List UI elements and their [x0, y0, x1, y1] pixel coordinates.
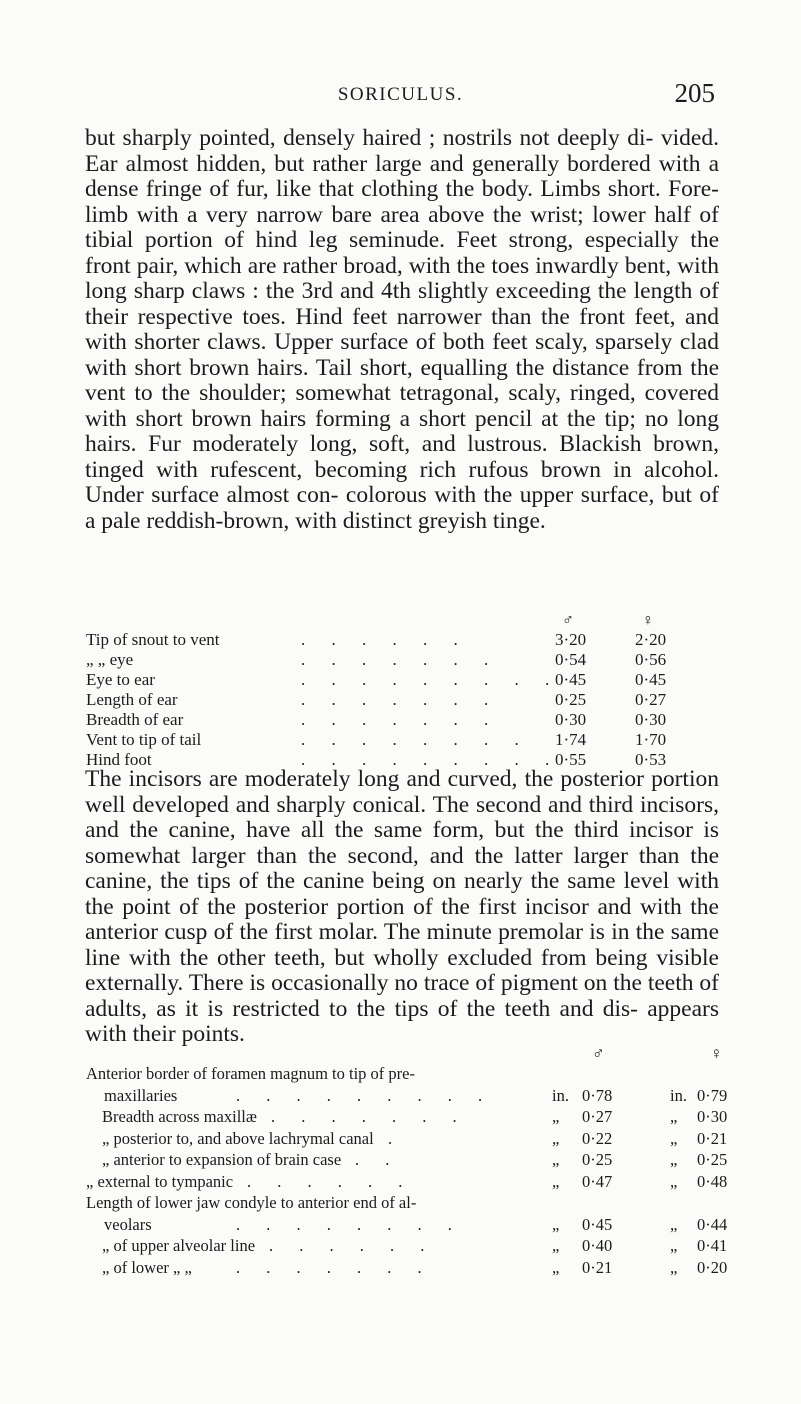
table-row — [86, 1106, 746, 1128]
table-row — [86, 1085, 746, 1107]
external-measurements-table — [86, 612, 720, 770]
male-value: 0·47 — [582, 1171, 613, 1191]
male-unit: „ — [552, 1257, 560, 1277]
table-row — [86, 1235, 746, 1257]
measurement-label: „ of lower „ „ — [102, 1257, 192, 1277]
measurement-label: Breadth of ear — [86, 710, 184, 729]
dot-leader: . — [388, 1128, 404, 1148]
table-row — [86, 730, 720, 750]
male-unit: „ — [552, 1236, 560, 1255]
male-symbol: ♂ — [562, 612, 574, 629]
male-value: 0·40 — [582, 1236, 613, 1255]
dentition-paragraph: The incisors are moderately long and curved, the posterior portion well developed and sharply conical. The second and third incisors, and the canine, have all the same form, but the third incisor is somewhat larger than the second, and the latter larger than the canine, the tips of the canine being on nearly the same level with the point of the posterior portion of the first incisor and with the anterior cusp of the first molar. The minute premolar is in the same line with the other teeth, but wholly excluded from being visible externally. There is occasionally no trace of pigment on the teeth of adults, as it is restricted to the tips of the teeth and dis- appears with their points. — [85, 766, 719, 1047]
measurement-label: Hind foot — [86, 750, 152, 769]
dot-leader: . . . . . . . — [301, 690, 500, 709]
measurement-label: Anterior border of foramen magnum to tip of pre- — [86, 1064, 415, 1083]
sex-header — [86, 1045, 746, 1063]
female-value: 2·20 — [635, 630, 667, 649]
table-row — [86, 1257, 746, 1279]
measurement-label: „ posterior to, and above lachrymal canal — [102, 1128, 374, 1148]
dot-leader: . . — [355, 1150, 401, 1169]
male-unit: in. — [552, 1085, 569, 1105]
dot-leader: . . . . . . . — [236, 1257, 433, 1277]
female-value: 0·25 — [697, 1150, 728, 1169]
dot-leader: . . . . . . . . . — [301, 750, 561, 769]
male-unit: „ — [552, 1107, 560, 1126]
male-value: 3·20 — [555, 630, 587, 649]
dot-leader: . . . . . . . . — [301, 730, 530, 749]
table-row — [86, 710, 720, 730]
table-row — [86, 650, 720, 670]
sex-header — [86, 612, 720, 630]
dot-leader: . . . . . . . — [301, 710, 500, 729]
description-paragraph: but sharply pointed, densely haired ; nostrils not deeply di- vided. Ear almost hidden, but rather large and generally bordered with a dense fringe of fur, like that clothing the body. Limbs short. Fore-limb with a very narrow bare area above the wrist; lower half of tibial portion of hind leg seminude. Feet strong, especially the front pair, which are rather broad, with the toes inwardly bent, with long sharp claws : the 3rd and 4th slightly exceeding the length of their respective toes. Hind feet narrower than the front feet, and with shorter claws. Upper surface of both feet scaly, sparsely clad with short brown hairs. Tail short, equalling the distance from the vent to the shoulder; somewhat tetragonal, scaly, ringed, covered with short brown hairs forming a short pencil at the tip; no long hairs. Fur moderately long, soft, and lustrous. Blackish brown, tinged with rufescent, becoming rich rufous brown in alcohol. Under surface almost con- colorous with the upper surface, but of a pale reddish-brown, with distinct greyish tinge. — [85, 125, 719, 534]
female-value: 0·45 — [635, 670, 667, 689]
table-row — [86, 1192, 746, 1214]
male-symbol: ♂ — [592, 1044, 605, 1063]
measurement-label: Tip of snout to vent — [86, 630, 220, 649]
female-unit: „ — [670, 1150, 678, 1169]
dot-leader: . . . . . . — [247, 1171, 414, 1191]
female-unit: „ — [670, 1214, 678, 1234]
female-value: 0·27 — [635, 690, 667, 709]
female-value: 0·53 — [635, 750, 667, 769]
measurement-label: Vent to tip of tail — [86, 730, 202, 749]
male-unit: „ — [552, 1214, 560, 1234]
female-symbol: ♀ — [710, 1044, 723, 1063]
male-value: 1·74 — [555, 730, 587, 749]
male-value: 0·45 — [582, 1214, 613, 1234]
measurement-label: Breadth across maxillæ — [102, 1107, 257, 1126]
female-value: 0·79 — [697, 1085, 728, 1105]
female-value: 1·70 — [635, 730, 667, 749]
measurement-label: „ „ eye — [86, 650, 134, 669]
female-unit: „ — [670, 1128, 678, 1148]
female-value: 0·30 — [697, 1107, 728, 1126]
dot-leader: . . . . . . . — [301, 650, 500, 669]
male-unit: „ — [552, 1150, 560, 1169]
table-row — [86, 1149, 746, 1171]
dot-leader: . . . . . . . . . — [301, 670, 561, 689]
table-row — [86, 1063, 746, 1085]
male-value: 0·45 — [555, 670, 587, 689]
measurement-label: maxillaries — [104, 1085, 178, 1105]
male-value: 0·27 — [582, 1107, 613, 1126]
dot-leader: . . . . . . — [301, 630, 469, 649]
female-value: 0·56 — [635, 650, 667, 669]
male-value: 0·25 — [582, 1150, 613, 1169]
female-value: 0·20 — [697, 1257, 728, 1277]
male-value: 0·22 — [582, 1128, 613, 1148]
male-unit: „ — [552, 1128, 560, 1148]
male-value: 0·30 — [555, 710, 587, 729]
table-row — [86, 1214, 746, 1236]
measurement-label: Length of ear — [86, 690, 178, 709]
skull-measurements-table — [86, 1045, 746, 1278]
female-value: 0·21 — [697, 1128, 728, 1148]
female-unit: „ — [670, 1171, 678, 1191]
table-row — [86, 1128, 746, 1150]
table-row — [86, 670, 720, 690]
running-head — [0, 78, 801, 114]
male-value: 0·78 — [582, 1085, 613, 1105]
female-unit: in. — [670, 1085, 687, 1105]
measurement-label: veolars — [104, 1214, 152, 1234]
male-value: 0·25 — [555, 690, 587, 709]
dot-leader: . . . . . . . — [271, 1107, 468, 1126]
dot-leader: . . . . . . — [269, 1236, 436, 1255]
male-value: 0·55 — [555, 750, 587, 769]
female-symbol: ♀ — [642, 612, 654, 629]
male-value: 0·54 — [555, 650, 587, 669]
running-title: SORICULUS. — [337, 84, 464, 105]
measurement-label: Length of lower jaw condyle to anterior end of al- — [86, 1193, 417, 1212]
female-unit: „ — [670, 1257, 678, 1277]
table-row — [86, 690, 720, 710]
measurement-label: „ external to tympanic — [86, 1171, 234, 1191]
measurement-label: „ of upper alveolar line — [102, 1236, 256, 1255]
female-unit: „ — [670, 1236, 678, 1255]
measurement-label: Eye to ear — [86, 670, 155, 689]
table-row — [86, 630, 720, 650]
dot-leader: . . . . . . . . . — [236, 1085, 494, 1105]
female-value: 0·30 — [635, 710, 667, 729]
female-value: 0·44 — [697, 1214, 728, 1234]
male-unit: „ — [552, 1171, 560, 1191]
male-value: 0·21 — [582, 1257, 613, 1277]
female-unit: „ — [670, 1107, 678, 1126]
female-value: 0·48 — [697, 1171, 728, 1191]
page-number: 205 — [674, 78, 715, 108]
measurement-label: „ anterior to expansion of brain case — [102, 1150, 342, 1169]
table-row — [86, 1171, 746, 1193]
female-value: 0·41 — [697, 1236, 728, 1255]
dot-leader: . . . . . . . . — [236, 1214, 463, 1234]
